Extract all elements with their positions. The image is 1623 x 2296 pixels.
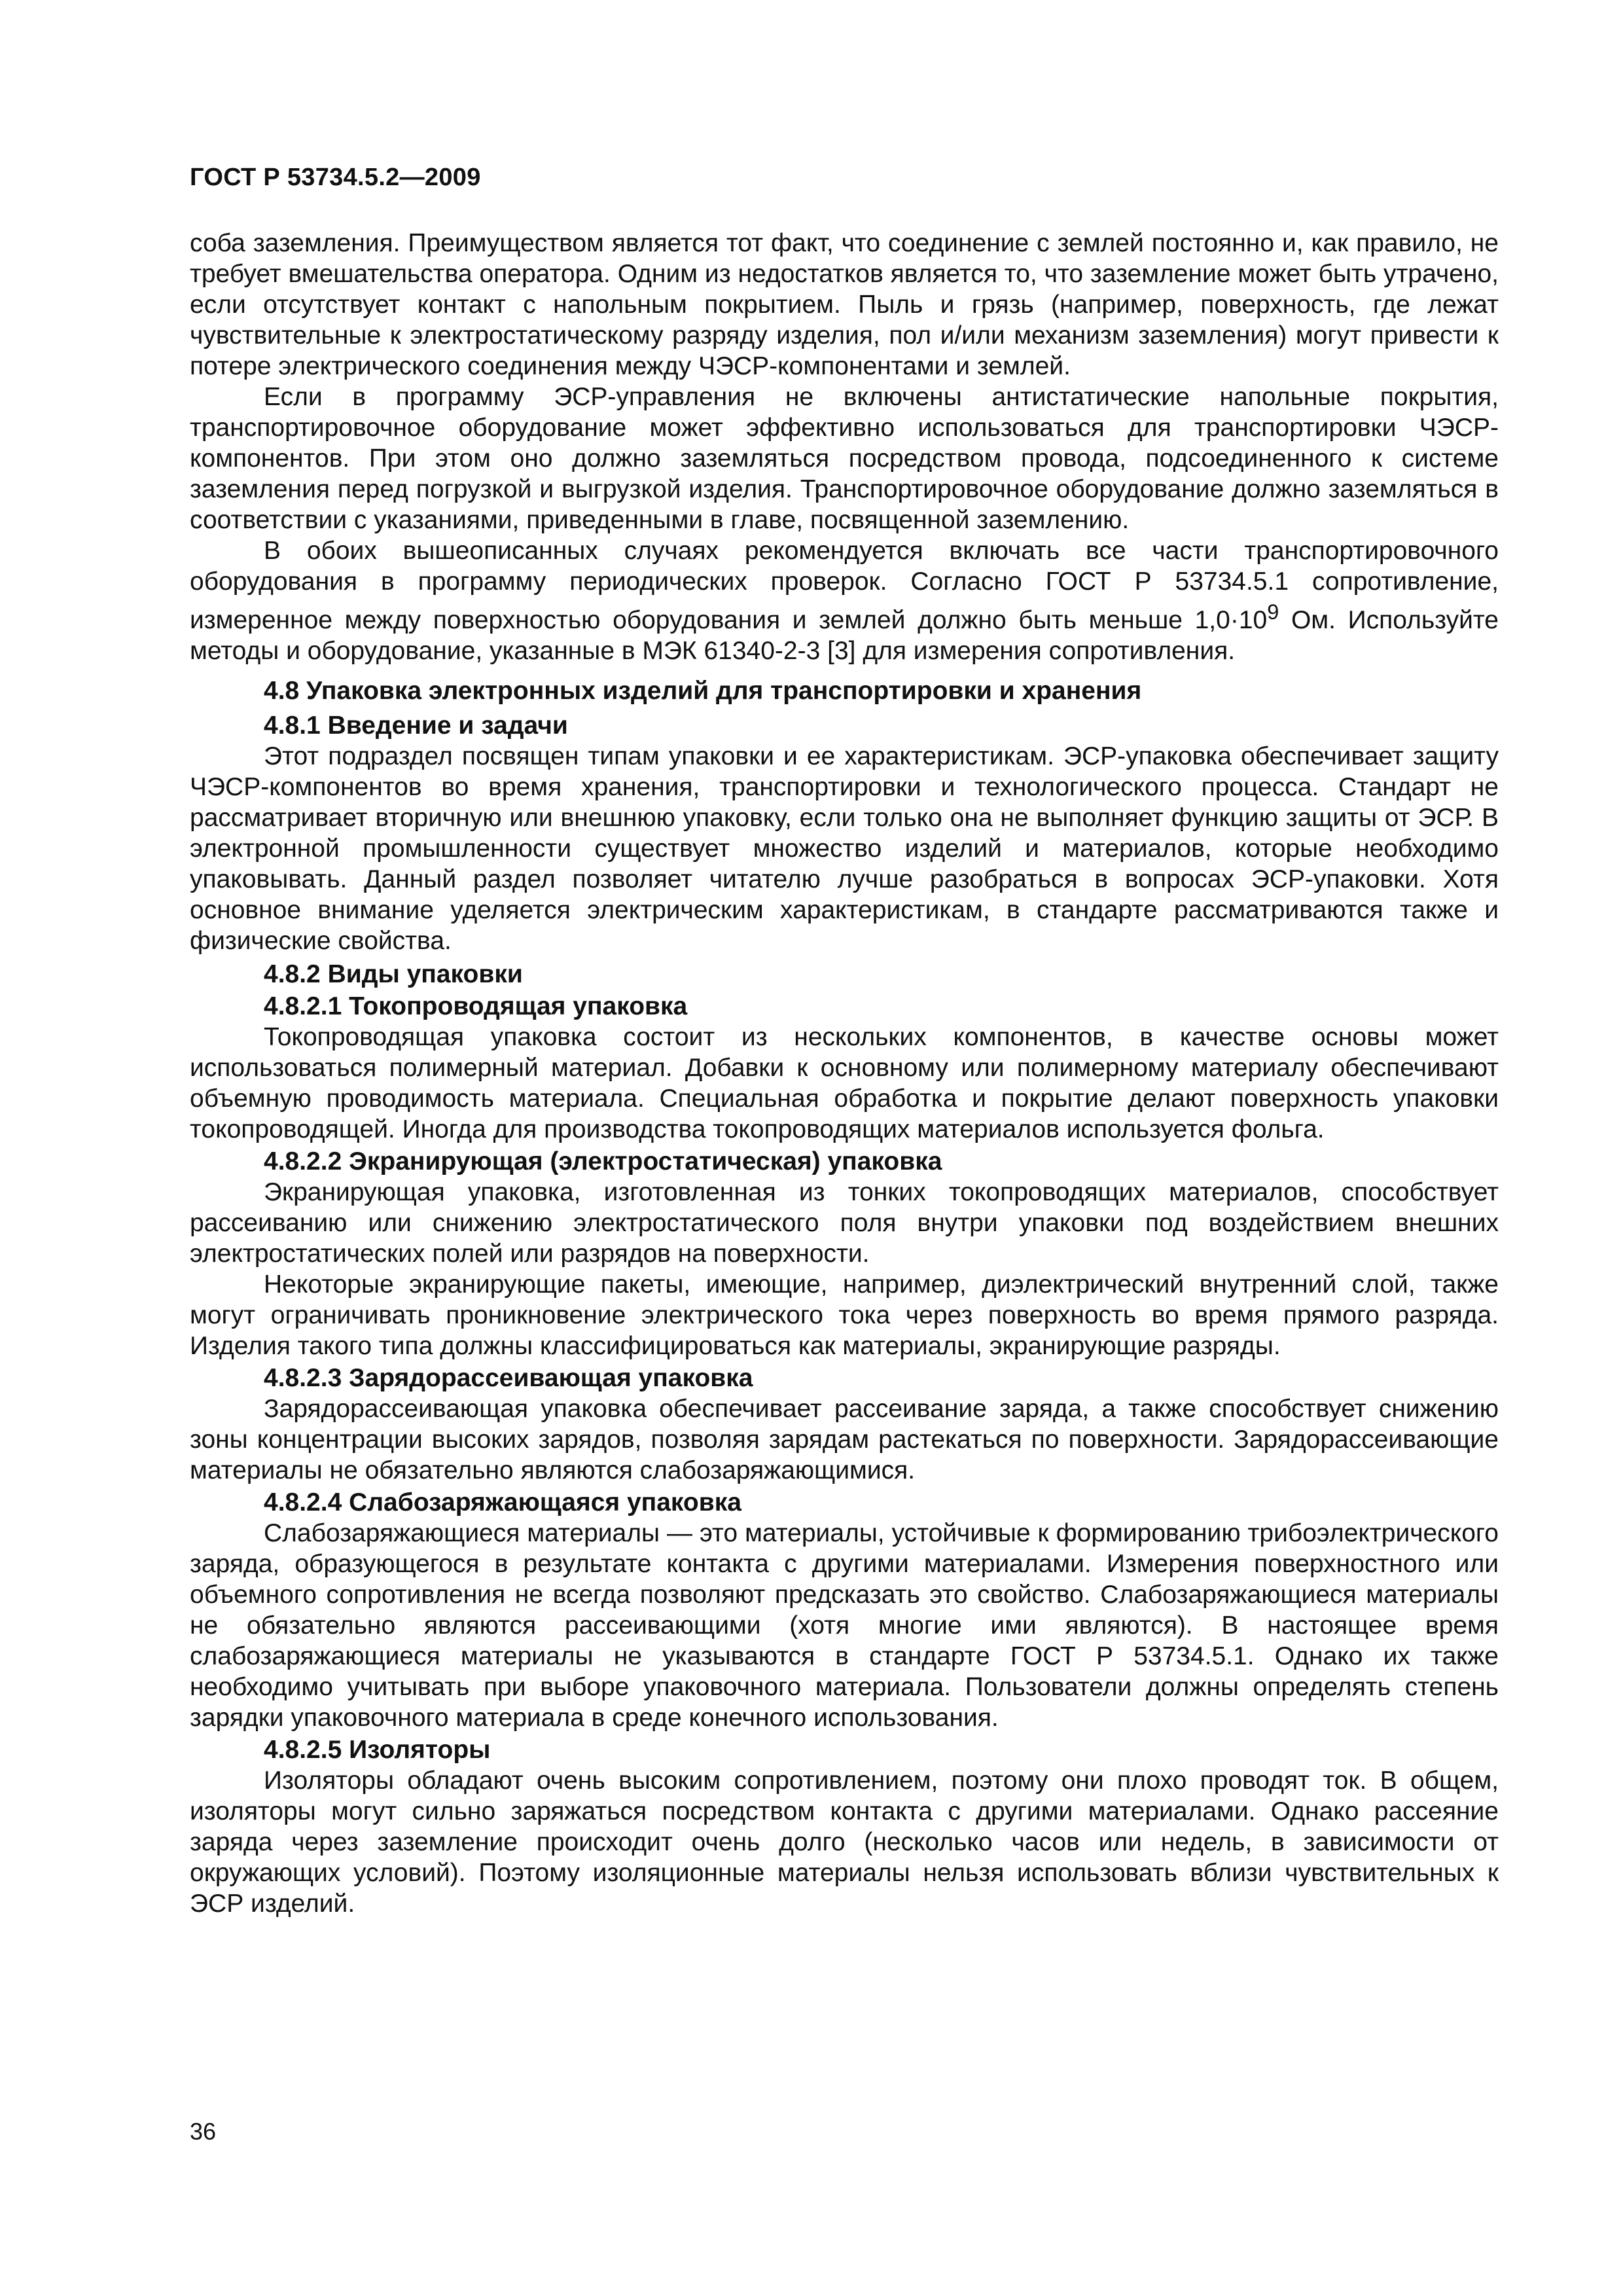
subsection-heading-4-8-2-2: 4.8.2.2 Экранирующая (электростатическая) упаковка bbox=[264, 1147, 942, 1175]
paragraph-shielding-packaging: Экранирующая упаковка, изготовленная из тонких токопроводящих материалов, способствует рассеиванию или снижению электростатического поля внутри упаковки под воздействием внешних электростатических полей или разрядов на поверхности. bbox=[190, 1178, 1499, 1268]
paragraph-transport-equipment: Если в программу ЭСР-управления не включены антистатические напольные покрытия, транспортировочное оборудование может эффективно использоваться для транспортировки ЧЭСР-компонентов. При этом оно должно заземляться посредством провода, подсоединенного к системе заземления перед погрузкой и выгрузкой изделия. Транспортировочное оборудование должно заземляться в соответствии с указаниями, приведенными в главе, посвященной заземлению. bbox=[190, 383, 1499, 534]
document-code-header: ГОСТ Р 53734.5.2—2009 bbox=[190, 164, 481, 191]
paragraph-insulators: Изоляторы обладают очень высоким сопротивлением, поэтому они плохо проводят ток. В общем, изоляторы могут сильно заряжаться посредством контакта с другими материалами. Однако рассеяние заряда через заземление происходит очень долго (несколько часов или недель, в зависимости от окружающих условий). Поэтому изоляционные материалы нельзя использовать вблизи чувствительных к ЭСР изделий. bbox=[190, 1767, 1499, 1918]
paragraph-low-charging-packaging: Слабозаряжающиеся материалы — это материалы, устойчивые к формированию трибоэлектрического заряда, образующегося в результате контакта с другими материалами. Измерения поверхностного или объемного сопротивления не всегда позволяют предсказать это свойство. Слабозаряжающиеся материалы не обязательно являются рассеивающими (хотя многие ими являются). В настоящее время слабозаряжающиеся материалы не указываются в стандарте ГОСТ Р 53734.5.1. Однако их также необходимо учитывать при выборе упаковочного материала. Пользователи должны определять степень зарядки упаковочного материала в среде конечного использования. bbox=[190, 1519, 1499, 1732]
subsection-heading-4-8-2-1: 4.8.2.1 Токопроводящая упаковка bbox=[264, 992, 688, 1020]
subsection-heading-4-8-2-5: 4.8.2.5 Изоляторы bbox=[264, 1736, 491, 1764]
subsection-heading-4-8-2-4: 4.8.2.4 Слабозаряжающаяся упаковка bbox=[264, 1488, 741, 1516]
paragraph-introduction: Этот подраздел посвящен типам упаковки и ее характеристикам. ЭСР-упаковка обеспечивает защиту ЧЭСР-компонентов во время хранения, транспортировки и технологического процесса. Стандарт не рассматривает вторичную или внешнюю упаковку, если только она не выполняет функцию защиты от ЭСР. В электронной промышленности существует множество изделий и материалов, которые необходимо упаковывать. Данный раздел позволяет читателю лучше разобраться в вопросах ЭСР-упаковки. Хотя основное внимание уделяется электрическим характеристикам, в стандарте рассматриваются также и физические свойства. bbox=[190, 742, 1499, 955]
paragraph-conductive-packaging: Токопроводящая упаковка состоит из нескольких компонентов, в качестве основы может использоваться полимерный материал. Добавки к основному или полимерному материалу обеспечивают объемную проводимость материала. Специальная обработка и покрытие делают поверхность упаковки токопроводящей. Иногда для производства токопроводящих материалов используется фольга. bbox=[190, 1023, 1499, 1143]
subsection-heading-4-8-2: 4.8.2 Виды упаковки bbox=[264, 960, 523, 988]
paragraph-grounding-continued: соба заземления. Преимуществом является тот факт, что соединение с землей постоянно и, как правило, не требует вмешательства оператора. Одним из недостатков является то, что заземление может быть утрачено, если отсутствует контакт с напольным покрытием. Пыль и грязь (например, поверхность, где лежат чувствительные к электростатическому разряду изделия, пол и/или механизм заземления) могут привести к потере электрического соединения между ЧЭСР-компонентами и землей. bbox=[190, 229, 1499, 380]
exponent: 9 bbox=[1267, 600, 1279, 624]
subsection-heading-4-8-2-3: 4.8.2.3 Зарядорассеивающая упаковка bbox=[264, 1364, 753, 1392]
section-heading-4-8: 4.8 Упаковка электронных изделий для транспортировки и хранения bbox=[264, 677, 1142, 705]
page-number: 36 bbox=[190, 2118, 217, 2145]
paragraph-periodic-checks bbox=[190, 535, 1499, 666]
paragraph-text: В обоих вышеописанных случаях рекомендуется включать все части транспортировочного оборудования в программу периодических проверок. Согласно ГОСТ Р 53734.5.1 сопротивление, измеренное между поверхностью оборудования и землей должно быть меньше 1,0·10 bbox=[190, 537, 1499, 634]
paragraph-dissipative-packaging: Зарядорассеивающая упаковка обеспечивает рассеивание заряда, а также способствует снижению зоны концентрации высоких зарядов, позволяя зарядам растекаться по поверхности. Зарядорассеивающие материалы не обязательно являются слабозаряжающимися. bbox=[190, 1395, 1499, 1484]
paragraph-shielding-bags: Некоторые экранирующие пакеты, имеющие, например, диэлектрический внутренний слой, также могут ограничивать проникновение электрического тока через поверхность во время прямого разряда. Изделия такого типа должны классифицироваться как материалы, экранирующие разряды. bbox=[190, 1270, 1499, 1360]
subsection-heading-4-8-1: 4.8.1 Введение и задачи bbox=[264, 711, 568, 740]
paragraph-text: Ом. Используйте методы и оборудование, указанные в МЭК 61340-2-3 [3] для измерения сопротивления. bbox=[190, 606, 1499, 665]
document-body bbox=[190, 228, 1499, 1919]
